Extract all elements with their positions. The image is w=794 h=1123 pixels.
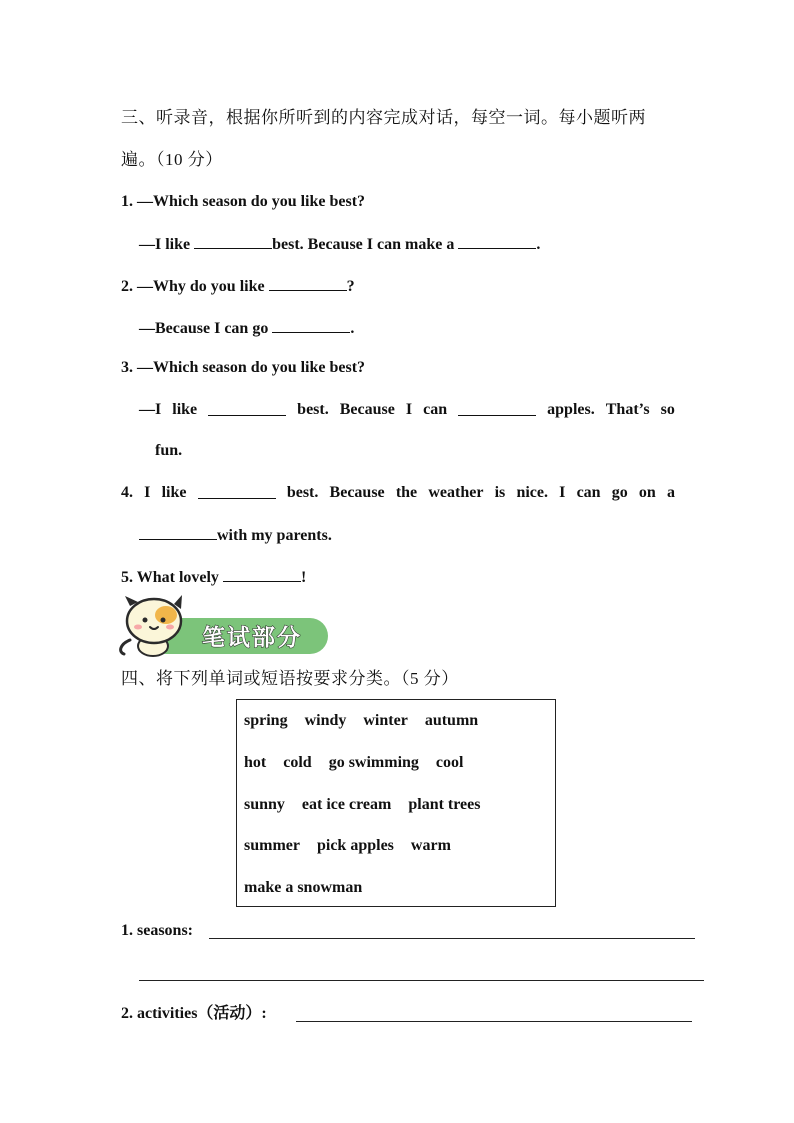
q5-text-2: ! [300, 569, 307, 586]
word-bank-item: autumn [424, 712, 479, 729]
q1-blank-1[interactable] [194, 233, 272, 249]
q4-word: I [559, 484, 566, 501]
q3-word: apples. [547, 401, 595, 418]
q4-word: the [395, 484, 418, 501]
q4-word: I [144, 484, 151, 501]
word-bank-item: cold [283, 754, 312, 771]
section-4-heading: 四、将下列单词或短语按要求分类。（5 分） [121, 669, 459, 688]
q4-blank-1[interactable] [198, 483, 276, 499]
q3-word: —I [139, 401, 162, 418]
word-bank-item: windy [304, 712, 347, 729]
word-bank-row [244, 796, 497, 814]
q4-word: like [161, 484, 187, 501]
q1-question: 1. —Which season do you like best? [121, 193, 366, 210]
written-section-banner [116, 594, 331, 658]
q3-word: can [423, 401, 448, 418]
activities-label: 2. activities（活动）: [121, 1005, 267, 1022]
q5-text-1: 5. What lovely [121, 569, 223, 586]
q3-answer-continuation: fun. [155, 442, 183, 459]
word-bank-item: plant trees [408, 796, 481, 813]
word-bank-item: make a snowman [244, 879, 363, 896]
q3-question: 3. —Which season do you like best? [121, 359, 366, 376]
activities-answer-line[interactable] [296, 1021, 692, 1022]
q3-answer-line [139, 400, 675, 420]
word-bank-item: warm [410, 837, 451, 854]
word-bank-item: pick apples [316, 837, 394, 854]
q2-text-4: . [350, 320, 355, 337]
seasons-label: 1. seasons: [121, 922, 194, 939]
q3-blank-1[interactable] [208, 400, 286, 416]
q4-word: 4. [121, 484, 133, 501]
word-bank-row [244, 712, 495, 730]
word-bank-box [236, 699, 556, 907]
q3-word: That’s [605, 401, 650, 418]
word-bank-item: summer [244, 837, 300, 854]
q3-word: I [405, 401, 413, 418]
q4-blank-2[interactable] [139, 524, 217, 540]
q2-blank-2[interactable] [272, 317, 350, 333]
q3-blank-2[interactable] [458, 400, 536, 416]
q2-blank-1[interactable] [269, 275, 347, 291]
word-bank-item: sunny [244, 796, 285, 813]
q2-answer-line [139, 317, 354, 339]
q2-text-2: ? [346, 278, 355, 295]
q4-line-2 [139, 524, 332, 546]
q1-answer-line [139, 233, 540, 255]
q3-word: Because [339, 401, 395, 418]
q3-word: so [660, 401, 675, 418]
q4-word: on [638, 484, 656, 501]
seasons-answer-line-1[interactable] [209, 938, 695, 939]
banner-label: 笔试部分 [202, 625, 302, 651]
q5-line [121, 566, 306, 588]
q2-text-3: —Because I can go [139, 320, 273, 337]
q4-word: Because [329, 484, 385, 501]
word-bank-item: spring [244, 712, 288, 729]
q2-text-1: 2. —Why do you like [121, 278, 269, 295]
q4-word: can [576, 484, 601, 501]
q1-text-2: best. Because I can make a [272, 236, 459, 253]
word-bank-item: winter [363, 712, 408, 729]
puppy-mascot-icon [116, 594, 196, 658]
q5-blank[interactable] [223, 566, 301, 582]
seasons-answer-line-2[interactable] [139, 980, 704, 981]
word-bank-item: go swimming [328, 754, 419, 771]
word-bank-item: hot [244, 754, 267, 771]
q4-word: weather [428, 484, 484, 501]
q4-word: best. [286, 484, 319, 501]
word-bank-item: cool [435, 754, 464, 771]
word-bank-row [244, 754, 480, 772]
q4-word: go [611, 484, 628, 501]
section-3-heading-line1: 三、听录音，根据你所听到的内容完成对话，每空一词。每小题听两 [121, 108, 646, 127]
q4-word: is [494, 484, 506, 501]
q4-word: a [666, 484, 675, 501]
q3-word: best. [297, 401, 329, 418]
section-3-heading-line2: 遍。（10 分） [121, 150, 223, 169]
word-bank-row [244, 837, 468, 855]
q4-text-end: with my parents. [217, 527, 332, 544]
word-bank-row [244, 879, 379, 897]
q1-blank-2[interactable] [458, 233, 536, 249]
q1-text-1: —I like [139, 236, 195, 253]
q4-word: nice. [516, 484, 548, 501]
word-bank-item: eat ice cream [301, 796, 392, 813]
q2-question-line [121, 275, 355, 297]
q1-text-3: . [536, 236, 541, 253]
q4-line-1 [121, 483, 675, 503]
q3-word: like [172, 401, 198, 418]
